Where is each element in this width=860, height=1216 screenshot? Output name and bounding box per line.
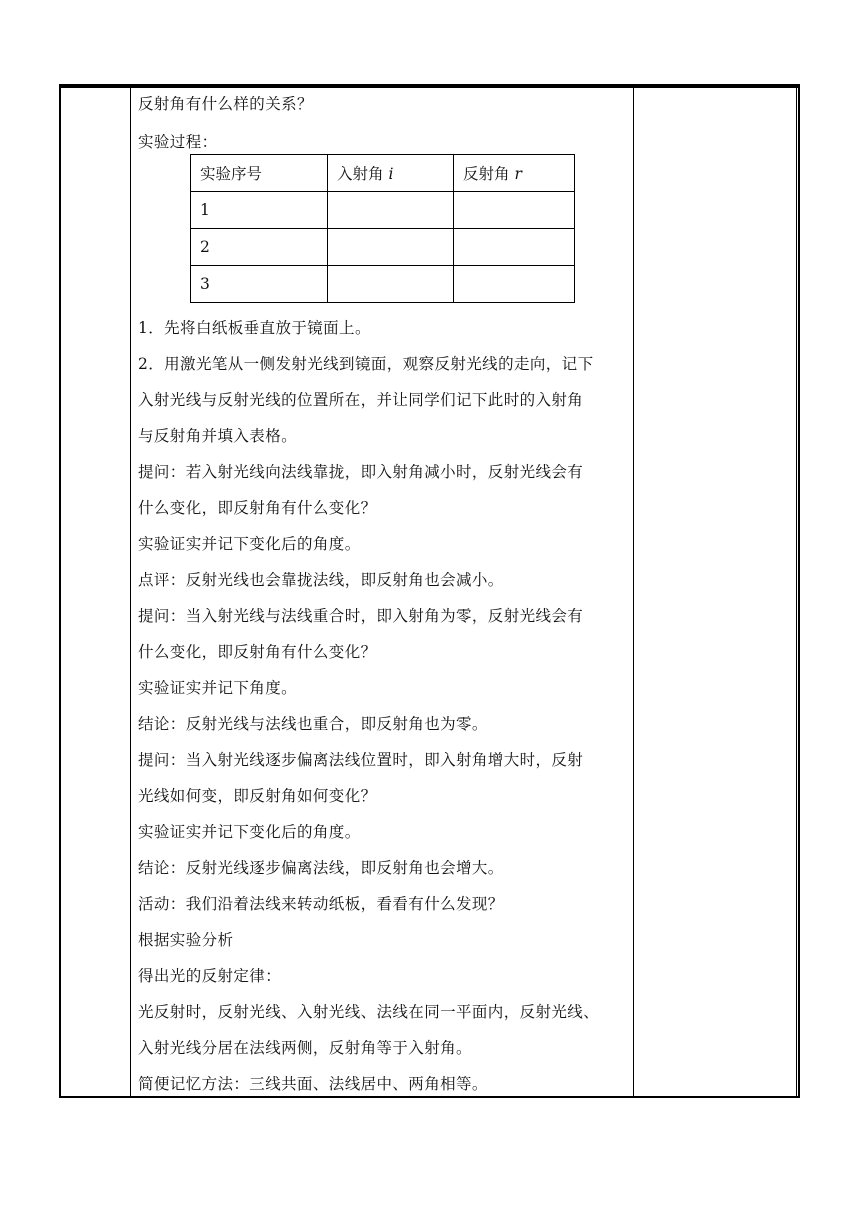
conclusion-3: 结论：反射光线逐步偏离法线，即反射角也会增大。: [138, 859, 504, 877]
incidence-cell: [328, 266, 454, 303]
table-header-row: [191, 155, 575, 192]
analysis-heading: 根据实验分析: [138, 931, 234, 949]
experiment-table: [190, 154, 575, 303]
intro-line: 反射角有什么样的关系？: [138, 95, 313, 113]
trial-number-cell: 1: [191, 192, 328, 229]
step-2-line-3: 与反射角并填入表格。: [138, 427, 298, 445]
reflection-cell: [454, 229, 575, 266]
question-1-line-1: 提问：若入射光线向法线靠拢，即入射角减小时，反射光线会有: [138, 463, 584, 481]
incidence-cell: [328, 192, 454, 229]
process-label: 实验过程：: [138, 133, 218, 151]
column-divider-left: [130, 88, 131, 1098]
question-3-line-1: 提问：当入射光线逐步偏离法线位置时，即入射角增大时，反射: [138, 751, 584, 769]
question-3-line-2: 光线如何变，即反射角如何变化？: [138, 787, 377, 805]
memory-tip: 简便记忆方法：三线共面、法线居中、两角相等。: [138, 1075, 488, 1093]
question-1-line-2: 什么变化，即反射角有什么变化？: [138, 499, 377, 517]
law-line-2: 入射光线分居在法线两侧，反射角等于入射角。: [138, 1039, 472, 1057]
question-2-line-1: 提问：当入射光线与法线重合时，即入射角为零，反射光线会有: [138, 607, 584, 625]
step-2-line-1: 2．用激光笔从一侧发射光线到镜面，观察反射光线的走向，记下: [138, 355, 594, 373]
law-heading: 得出光的反射定律：: [138, 967, 282, 985]
frame-inner-right-border: [796, 88, 797, 1098]
column-divider-right: [633, 88, 634, 1098]
trial-number-cell: 2: [191, 229, 328, 266]
conclusion-2: 结论：反射光线与法线也重合，即反射角也为零。: [138, 715, 488, 733]
header-reflection-angle: 反射角 r: [454, 155, 575, 192]
step-1: 1．先将白纸板垂直放于镜面上。: [138, 319, 371, 337]
header-incidence-angle: 入射角 i: [328, 155, 454, 192]
law-line-1: 光反射时，反射光线、入射光线、法线在同一平面内，反射光线、: [138, 1003, 600, 1021]
incidence-cell: [328, 229, 454, 266]
reflection-cell: [454, 266, 575, 303]
question-2-line-2: 什么变化，即反射角有什么变化？: [138, 643, 377, 661]
table-row: [191, 229, 575, 266]
comment-1: 点评：反射光线也会靠拢法线，即反射角也会减小。: [138, 571, 504, 589]
verify-1: 实验证实并记下变化后的角度。: [138, 535, 361, 553]
table-row: [191, 192, 575, 229]
verify-3: 实验证实并记下变化后的角度。: [138, 823, 361, 841]
verify-2: 实验证实并记下角度。: [138, 679, 298, 697]
activity: 活动：我们沿着法线来转动纸板，看看有什么发现？: [138, 895, 504, 913]
reflection-cell: [454, 192, 575, 229]
step-2-line-2: 入射光线与反射光线的位置所在，并让同学们记下此时的入射角: [138, 391, 584, 409]
trial-number-cell: 3: [191, 266, 328, 303]
table-row: [191, 266, 575, 303]
header-trial-number: 实验序号: [191, 155, 328, 192]
